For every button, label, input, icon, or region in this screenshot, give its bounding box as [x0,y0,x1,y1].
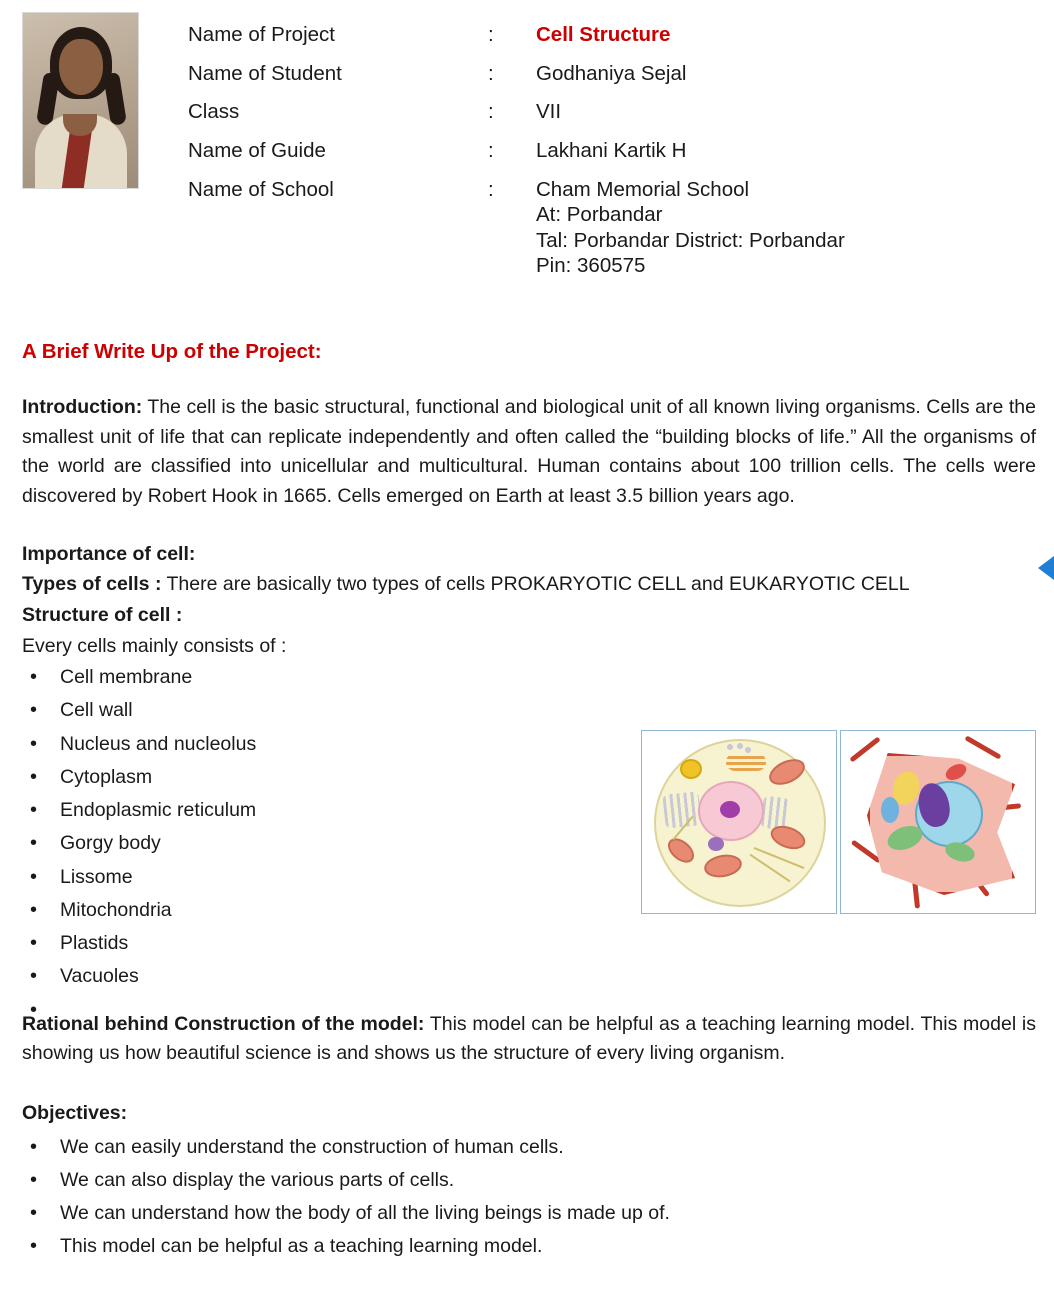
info-colon: : [488,100,494,124]
cell-figures [641,730,1036,914]
info-value-class: VII [536,100,562,124]
info-label: Name of Project [188,23,335,46]
list-item: • We can understand how the body of all the living beings is made up of. [22,1199,1036,1228]
vacuole-shape [680,759,702,779]
list-item: • Cytoplasm [22,763,1036,792]
info-colon: : [488,138,494,162]
rational-paragraph [22,1010,1036,1069]
info-label: Class [188,100,240,124]
school-line: At: Porbandar [536,203,663,227]
info-row-school [188,177,1054,280]
introduction-text: The cell is the basic structural, functional and biological unit of all known living organisms. Cells are the smallest unit of life that can replicate independently and often called the “building blocks of life.” All the organisms of the world are classified into unicellular and multicultural. Human contains about 100 trillion cells. The cells were discovered by Robert Hook in 1665. Cells emerged on Earth at least 3.5 billion years ago. [22,396,1036,508]
structure-heading: Structure of cell : [22,603,183,626]
objectives-heading: Objectives: [22,1101,128,1124]
lysosome-shape [708,837,724,851]
list-item: • We can easily understand the construction of human cells. [22,1133,1036,1162]
list-item-empty [22,996,1036,1010]
animal-cell-diagram [641,730,837,914]
rational-text: This model can be helpful as a teaching learning model. This model is showing us how beautiful science is and shows us the structure of every living organism. [22,1012,1036,1065]
info-colon: : [488,61,494,85]
objectives-list [22,1133,1036,1262]
project-header [0,0,1054,292]
types-text: There are basically two types of cells PROKARYOTIC CELL and EUKARYOTIC CELL [161,573,910,596]
info-label: Name of School [188,177,334,201]
list-item: • Vacuoles [22,962,1036,991]
endoplasmic-reticulum-shape [662,791,701,829]
project-info-table [188,12,1054,292]
list-item: • Nucleus and nucleolus [22,730,1036,759]
list-item: • Cell wall [22,696,1036,725]
info-row-student [188,61,1054,87]
vesicles-shape [726,743,752,755]
info-colon: : [488,23,494,46]
list-item: • We can also display the various parts of cells. [22,1166,1036,1195]
info-colon: : [488,177,494,201]
info-label: Name of Guide [188,138,326,162]
plant-cell-diagram [840,730,1036,914]
types-of-cells-line [22,570,1036,600]
importance-heading: Importance of cell: [22,542,196,565]
cell-extension [849,736,880,762]
photo-face [59,39,103,95]
list-item: • Gorgy body [22,829,1036,858]
list-item: • Mitochondria [22,896,1036,925]
info-value-guide-name: Lakhani Kartik H [536,138,687,162]
info-value-student-name: Godhaniya Sejal [536,61,687,85]
student-photo [22,12,139,189]
list-item: • Cell membrane [22,663,1036,692]
school-line: Tal: Porbandar District: Porbandar [536,228,845,252]
info-value-project-name: Cell Structure [536,23,671,46]
info-label: Name of Student [188,61,342,85]
introduction-paragraph [22,393,1036,512]
info-value-school-address [536,177,1054,280]
golgi-body-shape [726,753,766,771]
cell-extension [964,735,1001,759]
info-row-guide [188,138,1054,164]
school-line: Cham Memorial School [536,177,750,201]
info-row-project [188,22,1054,48]
list-item: • Plastids [22,929,1036,958]
nucleolus-shape [720,801,740,818]
cell-subsections [22,540,1036,662]
vesicle-shape [881,797,899,823]
list-item: • This model can be helpful as a teaching learning model. [22,1232,1036,1261]
introduction-label: Introduction: [22,396,143,419]
school-line: Pin: 360575 [536,254,646,278]
list-item: • Endoplasmic reticulum [22,796,1036,825]
list-item: • Lissome [22,863,1036,892]
left-arrow-icon [1038,556,1054,580]
types-label: Types of cells : [22,573,162,596]
rational-label: Rational behind Construction of the model: [22,1012,425,1035]
structure-intro: Every cells mainly consists of : [22,634,287,657]
info-row-class [188,99,1054,125]
page-title: A Brief Write Up of the Project: [22,340,322,363]
